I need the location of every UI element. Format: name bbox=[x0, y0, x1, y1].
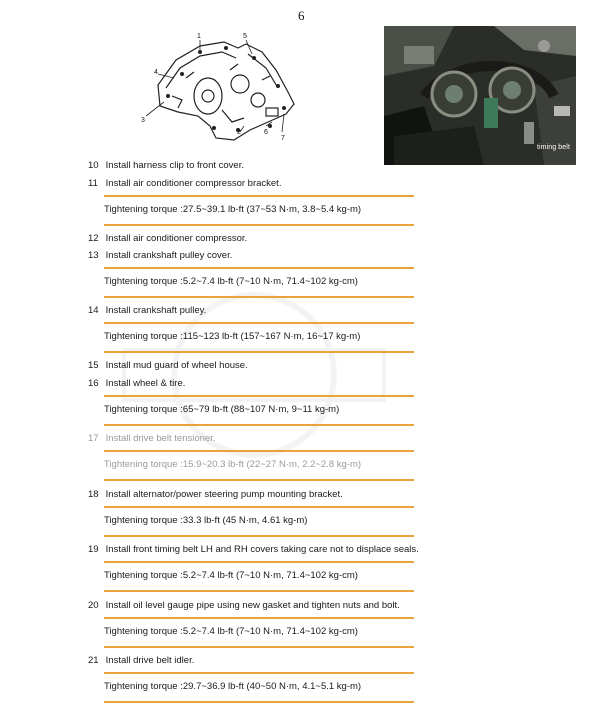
step-text: Install mud guard of wheel house. bbox=[105, 360, 248, 371]
callout-6: 6 bbox=[264, 129, 268, 136]
torque-box-11 bbox=[104, 195, 414, 226]
step-number: 17 bbox=[88, 433, 99, 444]
step-number: 18 bbox=[88, 489, 99, 500]
rule-bottom bbox=[104, 424, 414, 426]
step-number: 11 bbox=[88, 178, 98, 189]
step-20 bbox=[88, 600, 400, 612]
step-19 bbox=[88, 544, 419, 556]
step-text: Install alternator/power steering pump mounting bracket. bbox=[105, 489, 343, 500]
torque-spec: Tightening torque :29.7~36.9 lb-ft (40~50 N·m, 4.1~5.1 kg-m) bbox=[104, 681, 362, 692]
torque-box-16 bbox=[104, 395, 414, 426]
step-text: Install harness clip to front cover. bbox=[105, 160, 244, 171]
rule-bottom bbox=[104, 479, 414, 481]
callout-4: 4 bbox=[154, 69, 158, 76]
step-number: 10 bbox=[88, 160, 99, 171]
step-text: Install air conditioner compressor bracket. bbox=[105, 178, 282, 189]
torque-box-18 bbox=[104, 506, 414, 537]
torque-box-19 bbox=[104, 561, 414, 592]
step-13 bbox=[88, 250, 232, 262]
torque-box-20 bbox=[104, 617, 414, 648]
callout-3: 3 bbox=[141, 117, 145, 124]
torque-box-14 bbox=[104, 322, 414, 353]
callout-1: 1 bbox=[197, 33, 201, 40]
step-text: Install air conditioner compressor. bbox=[105, 233, 248, 244]
step-number: 16 bbox=[88, 378, 99, 389]
step-number: 12 bbox=[88, 233, 99, 244]
step-14 bbox=[88, 305, 206, 317]
torque-spec: Tightening torque :15.9~20.3 lb-ft (22~27 N·m, 2.2~2.8 kg-m) bbox=[104, 459, 362, 470]
step-number: 19 bbox=[88, 544, 99, 555]
torque-spec: Tightening torque :27.5~39.1 lb-ft (37~53 N·m, 3.8~5.4 kg-m) bbox=[104, 204, 362, 215]
step-text: Install drive belt tensioner. bbox=[105, 433, 216, 444]
step-number: 15 bbox=[88, 360, 99, 371]
step-17 bbox=[88, 433, 215, 445]
rule-bottom bbox=[104, 296, 414, 298]
step-text: Install crankshaft pulley. bbox=[105, 305, 207, 316]
rule-bottom bbox=[104, 351, 414, 353]
rule-bottom bbox=[104, 701, 414, 703]
step-text: Install crankshaft pulley cover. bbox=[105, 250, 233, 261]
torque-spec: Tightening torque :5.2~7.4 lb-ft (7~10 N·m, 71.4~102 kg-cm) bbox=[104, 626, 358, 637]
step-number: 13 bbox=[88, 250, 99, 261]
step-10 bbox=[88, 160, 244, 172]
step-12 bbox=[88, 233, 247, 245]
callout-2: 2 bbox=[237, 129, 241, 136]
photo-caption: timing belt bbox=[536, 144, 570, 151]
torque-box-21 bbox=[104, 672, 414, 703]
rule-bottom bbox=[104, 646, 414, 648]
torque-spec: Tightening torque :65~79 lb-ft (88~107 N·m, 9~11 kg-m) bbox=[104, 404, 340, 415]
callout-5: 5 bbox=[243, 33, 247, 40]
step-21 bbox=[88, 655, 194, 667]
torque-spec: Tightening torque :5.2~7.4 lb-ft (7~10 N·m, 71.4~102 kg-cm) bbox=[104, 276, 358, 287]
rule-bottom bbox=[104, 535, 414, 537]
step-text: Install front timing belt LH and RH covers taking care not to displace seals. bbox=[105, 544, 419, 555]
rule-bottom bbox=[104, 590, 414, 592]
torque-spec: Tightening torque :115~123 lb-ft (157~167 N·m, 16~17 kg-m) bbox=[104, 331, 361, 342]
step-text: Install oil level gauge pipe using new gasket and tighten nuts and bolt. bbox=[105, 600, 400, 611]
step-text: Install wheel & tire. bbox=[105, 378, 186, 389]
step-11 bbox=[88, 178, 281, 190]
rule-bottom bbox=[104, 224, 414, 226]
page-number: 6 bbox=[298, 8, 305, 23]
step-15 bbox=[88, 360, 248, 372]
step-number: 14 bbox=[88, 305, 99, 316]
step-number: 21 bbox=[88, 655, 99, 666]
torque-box-13 bbox=[104, 267, 414, 298]
callout-7: 7 bbox=[281, 135, 285, 142]
step-number: 20 bbox=[88, 600, 99, 611]
torque-spec: Tightening torque :33.3 lb-ft (45 N·m, 4.61 kg-m) bbox=[104, 515, 308, 526]
step-18 bbox=[88, 489, 343, 501]
step-16 bbox=[88, 378, 185, 390]
step-text: Install drive belt idler. bbox=[105, 655, 195, 666]
torque-box-17 bbox=[104, 450, 414, 481]
torque-spec: Tightening torque :5.2~7.4 lb-ft (7~10 N·m, 71.4~102 kg-cm) bbox=[104, 570, 358, 581]
